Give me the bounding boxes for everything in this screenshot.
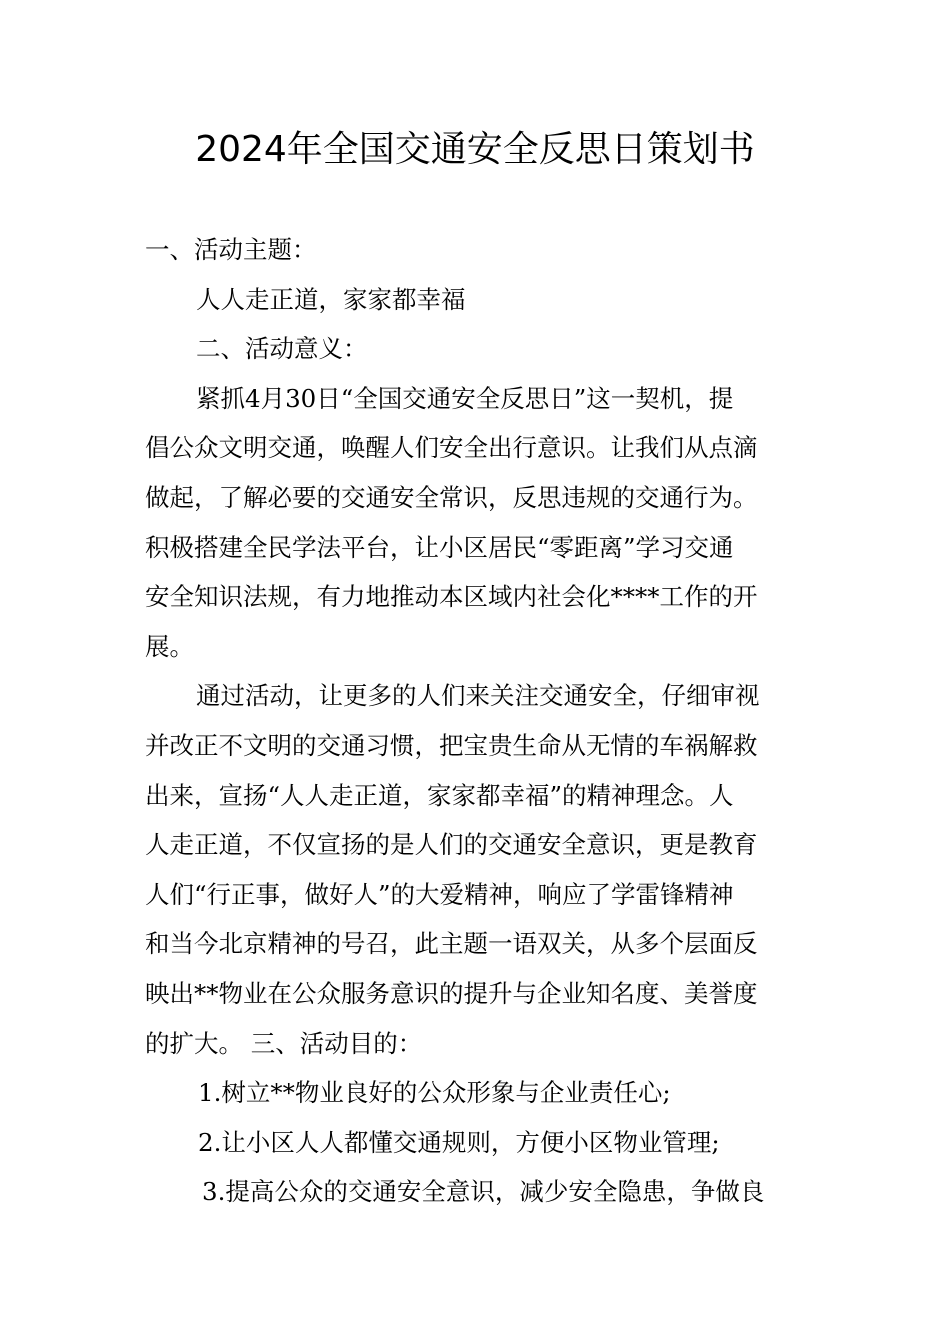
document-title: 2024年全国交通安全反思日策划书 (195, 129, 755, 170)
paragraph-line: 映出**物业在公众服务意识的提升与企业知名度、美誉度 (145, 978, 758, 1008)
document-body (145, 225, 807, 1217)
paragraph-line: 人们“行正事，做好人”的大爱精神，响应了学雷锋精神 (145, 879, 734, 909)
paragraph-line: 出来，宣扬“人人走正道，家家都幸福”的精神理念。人 (145, 780, 734, 810)
paragraph-line: 紧抓4月30日“全国交通安全反思日”这一契机，提 (196, 383, 734, 413)
paragraph-line: 做起，了解必要的交通安全常识，反思违规的交通行为。 (145, 482, 758, 512)
paragraph-line: 安全知识法规，有力地推动本区域内社会化****工作的开 (145, 582, 758, 612)
paragraph-line: 展。 (145, 631, 194, 661)
theme-text: 人人走正道，家家都幸福 (196, 284, 466, 314)
paragraph-line: 的扩大。 三、活动目的： (145, 1028, 423, 1058)
paragraph-line: 积极搭建全民学法平台，让小区居民“零距离”学习交通 (145, 532, 734, 562)
paragraph-line: 人走正道，不仅宣扬的是人们的交通安全意识，更是教育 (145, 830, 758, 860)
section-heading-theme: 一、活动主题： (145, 235, 317, 264)
list-item: 1.树立**物业良好的公众形象与企业责任心; (198, 1078, 671, 1108)
list-item: 2.让小区人人都懂交通规则，方便小区物业管理; (198, 1127, 720, 1157)
paragraph-line: 倡公众文明交通，唤醒人们安全出行意识。让我们从点滴 (145, 433, 758, 463)
paragraph-line: 并改正不文明的交通习惯，把宝贵生命从无情的车祸解救 (145, 730, 758, 760)
list-item: 3.提高公众的交通安全意识，减少安全隐患，争做良 (202, 1177, 765, 1207)
paragraph-line: 和当今北京精神的号召，此主题一语双关，从多个层面反 (145, 929, 758, 959)
section-heading-significance: 二、活动意义： (196, 334, 368, 364)
paragraph-line: 通过活动，让更多的人们来关注交通安全，仔细审视 (196, 681, 760, 711)
